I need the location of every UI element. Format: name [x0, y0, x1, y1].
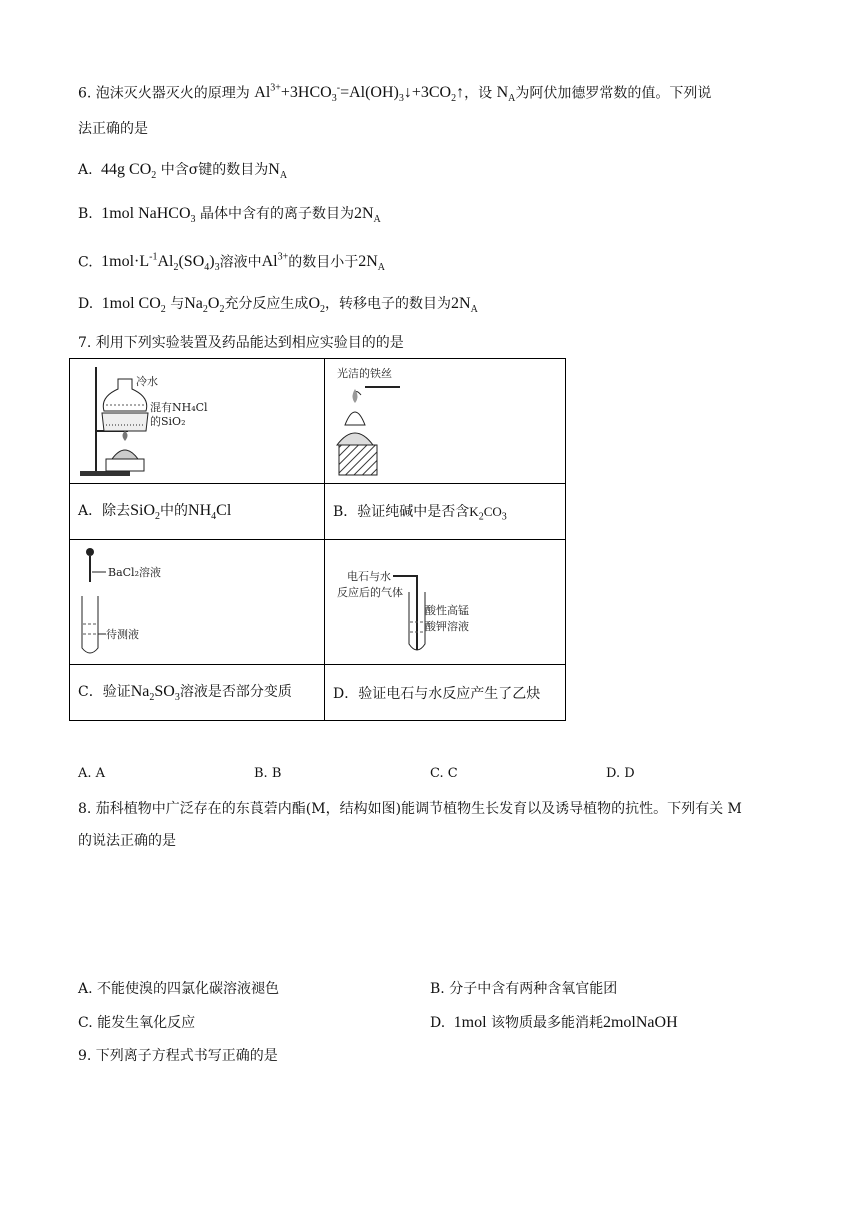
caption-c-post: 溶液是否部分变质: [179, 684, 292, 701]
q6-c-answer: $2N_A$: [358, 253, 386, 274]
panel-a-label1: 冷水: [136, 375, 158, 388]
q8-option-d[interactable]: [430, 1013, 678, 1033]
q6-stem-line2: 法正确的是: [78, 121, 148, 137]
q6-b-answer: $2N_A$: [353, 205, 381, 226]
q6-d-text2: 充分反应生成: [224, 296, 309, 312]
panel-b-image: [325, 359, 566, 484]
q6-stem-line1: [78, 79, 711, 110]
caption-c: [70, 665, 325, 721]
panel-a-image: [70, 359, 325, 484]
q6-c-formula: $1mol\cdot L^{-1}Al_2(SO_4)_3$: [97, 252, 220, 274]
panel-d-label3: 酸性高锰: [425, 604, 469, 617]
q6-b-formula: 1mol NaHCO$_3$: [97, 205, 196, 226]
option-letter: D.: [430, 1015, 446, 1031]
q6-a-formula: 44g $CO_2$: [97, 161, 157, 182]
panel-c-label2: 待测液: [106, 628, 139, 641]
q8-d-naoh: 2molNaOH: [602, 1014, 678, 1031]
q6-d-text1: 与: [170, 296, 185, 312]
q8-stem-line2: 的说法正确的是: [78, 833, 176, 849]
q6-option-c[interactable]: [78, 248, 385, 279]
q7-apparatus-table: [69, 358, 566, 721]
q7-answer-d[interactable]: D. D: [606, 766, 635, 781]
caption-d: D．验证电石与水反应产生了乙炔: [325, 665, 566, 721]
option-letter: C.: [78, 254, 93, 271]
q8-stem-line1: 8. 茄科植物中广泛存在的东莨菪内酯(M，结构如图)能调节植物生长发育以及诱导植物的抗性。下列有关 M: [78, 801, 742, 817]
caption-b-pre: B．验证纯碱中是否含: [333, 503, 470, 520]
q6-d-formula2: $Na_2O_2$: [184, 295, 225, 316]
caption-a: [70, 484, 325, 540]
q6-d-answer: $2N_A$: [451, 295, 478, 316]
q6-option-b[interactable]: [78, 204, 381, 230]
option-letter: B.: [78, 206, 93, 222]
caption-c-na2so3: $Na_2SO_3$: [130, 683, 180, 704]
panel-d-label2: 反应后的气体: [337, 586, 403, 599]
na-symbol: $N_A$: [496, 84, 516, 105]
q6-d-formula3: $O_2$: [308, 295, 325, 316]
q7-answer-c[interactable]: C. C: [430, 766, 458, 781]
q9-stem: 9. 下列离子方程式书写正确的是: [78, 1048, 278, 1064]
q6-stem-prefix: 6. 泡沫灭火器灭火的原理为: [78, 85, 250, 102]
q8-option-b[interactable]: B. 分子中含有两种含氧官能团: [430, 981, 618, 997]
panel-d-image: [325, 540, 566, 665]
al-ion: $Al^{3+}$: [261, 252, 289, 271]
q6-c-text1: 溶液中: [219, 254, 262, 271]
q6-option-d[interactable]: [78, 294, 478, 320]
caption-b-k2co3: $K_2CO_3$: [469, 503, 507, 523]
caption-a-nh4cl: $NH_4Cl$: [188, 502, 232, 523]
q8-d-text: 该物质最多能消耗: [490, 1015, 603, 1031]
q7-answer-b[interactable]: B. B: [254, 766, 282, 781]
q6-option-a[interactable]: [78, 160, 287, 186]
q8-d-amount: 1mol: [449, 1014, 487, 1031]
na-symbol: $N_A$: [268, 161, 288, 182]
q6-b-text: 晶体中含有的离子数目为: [199, 206, 354, 222]
q6-d-formula1: 1mol $CO_2$: [97, 295, 166, 316]
option-letter: D.: [78, 296, 94, 312]
panel-c-image: [70, 540, 325, 665]
panel-a-label3: 的SiO₂: [150, 415, 186, 428]
caption-a-sio2: SiO$_2$: [130, 502, 161, 523]
q6-c-text2: 的数目小于: [288, 254, 359, 271]
panel-d-label1: 电石与水: [347, 570, 391, 583]
panel-c-label1: BaCl₂溶液: [108, 566, 161, 579]
panel-a-label2: 混有NH₄Cl: [150, 401, 208, 414]
q8-option-c[interactable]: C. 能发生氧化反应: [78, 1015, 196, 1031]
q6-stem-tail: 为阿伏加德罗常数的值。下列说: [515, 85, 712, 102]
option-letter: A.: [78, 162, 93, 178]
caption-a-mid: 中的: [160, 503, 189, 520]
panel-b-label1: 光洁的铁丝: [337, 367, 392, 380]
q6-a-text: 中含σ键的数目为: [160, 162, 269, 178]
caption-a-pre: A．除去: [78, 503, 131, 520]
q6-equation: $Al^{3+}+3HCO_3^-=Al(OH)_3↓+3CO_2↑$: [254, 83, 465, 105]
caption-b: [325, 484, 566, 540]
q7-answer-a[interactable]: A. A: [78, 766, 106, 781]
caption-c-pre: C．验证: [78, 684, 131, 701]
q7-stem: 7. 利用下列实验装置及药品能达到相应实验目的的是: [78, 335, 404, 351]
q8-option-a[interactable]: A. 不能使溴的四氯化碳溶液褪色: [78, 981, 280, 997]
panel-d-label4: 酸钾溶液: [425, 620, 469, 633]
q6-stem-suffix: ，设: [464, 85, 493, 102]
q6-d-text3: ，转移电子的数目为: [325, 296, 451, 312]
